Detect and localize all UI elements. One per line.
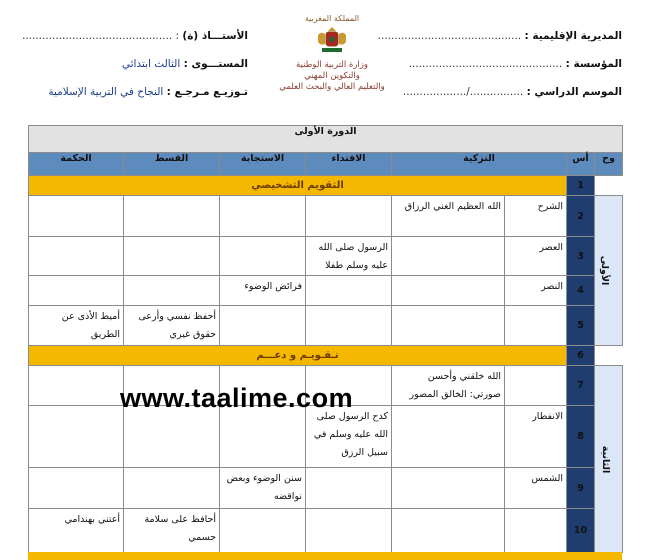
- col-hikma: الحكمة: [29, 153, 124, 176]
- qist-cell: أحفظ نفسي وأرعى حقوق غيري: [124, 306, 220, 346]
- iqtida-cell: [306, 306, 392, 346]
- teacher-label: الأستـــاذ (ة): [182, 30, 248, 42]
- directorate-dots: ...........................................: [377, 30, 522, 42]
- iqtida-cell: [306, 468, 392, 509]
- iqtida-cell: [306, 276, 392, 306]
- hikma-cell: [29, 468, 124, 509]
- hikma-cell: [29, 196, 124, 237]
- col-week: وح: [595, 153, 623, 176]
- col-tazkiya: التزكية: [392, 153, 567, 176]
- qist-cell: أحافظ على سلامة جسمي: [124, 509, 220, 553]
- ministry-line-3: والتعليم العالي والبحث العلمي: [279, 82, 385, 92]
- qist-cell: [124, 468, 220, 509]
- unit-first: الأولى: [595, 196, 623, 346]
- istijaba-cell: [220, 406, 306, 468]
- level-value: الثالث ابتدائي: [121, 58, 181, 70]
- surah-cell: الانفطار: [505, 406, 567, 468]
- tazkiya-cell: [392, 276, 505, 306]
- surah-cell: الشرح: [505, 196, 567, 237]
- istijaba-cell: [220, 237, 306, 276]
- surah-cell: [505, 509, 567, 553]
- surah-cell: [505, 306, 567, 346]
- surah-cell: العصر: [505, 237, 567, 276]
- tazkiya-cell: [392, 509, 505, 553]
- table-row: [29, 276, 623, 306]
- iqtida-cell: [306, 509, 392, 553]
- hikma-cell: أميط الأذى عن الطريق: [29, 306, 124, 346]
- tazkiya-cell: [392, 237, 505, 276]
- istijaba-cell: [220, 306, 306, 346]
- header-left-fields: [21, 22, 248, 106]
- iqtida-cell: الرسول صلى الله عليه وسلم طفلا: [306, 237, 392, 276]
- hikma-cell: [29, 406, 124, 468]
- next-band-edge: [28, 552, 622, 560]
- ministry-line-1: وزارة التربية الوطنية: [295, 60, 369, 70]
- ministry-emblem-block: [262, 14, 402, 93]
- institution-label: المؤسسة :: [565, 58, 622, 70]
- col-iqtida: الاقتداء: [306, 153, 392, 176]
- istijaba-cell: [220, 196, 306, 237]
- school-year-dots: ................/...................: [402, 86, 524, 98]
- school-year-label: الموسم الدراسي :: [526, 86, 622, 98]
- table-row: [29, 237, 623, 276]
- row-number: 1: [567, 176, 595, 196]
- site-watermark: www.taalime.com: [120, 383, 354, 413]
- distribution-label: تـوزيـع مـرجـع :: [166, 86, 248, 98]
- header-right-fields: [377, 22, 622, 106]
- row-number: 8: [567, 406, 595, 468]
- row-number: 6: [567, 346, 595, 366]
- tazkiya-cell: الله خلقني وأحسن صورتي: الخالق المصور: [392, 366, 505, 406]
- table-row: [29, 196, 623, 237]
- level-row: [28, 50, 248, 78]
- table-row: [29, 509, 623, 553]
- col-num: أس: [567, 153, 595, 176]
- institution-dots: ..............................................: [408, 58, 563, 70]
- table-title-row: [29, 126, 623, 153]
- row-number: 2: [567, 196, 595, 237]
- unit-second: الثانية: [595, 366, 623, 553]
- qist-cell: [124, 237, 220, 276]
- hikma-cell: أعتني بهندامي: [29, 509, 124, 553]
- row-number: 9: [567, 468, 595, 509]
- hikma-cell: [29, 237, 124, 276]
- row-number: 10: [567, 509, 595, 553]
- row-number: 5: [567, 306, 595, 346]
- assessment-support-band: تـقـويـم و دعـــم: [29, 346, 567, 366]
- row-number: 7: [567, 366, 595, 406]
- qist-cell: [124, 196, 220, 237]
- table-row: [29, 468, 623, 509]
- table-row: [29, 176, 623, 196]
- table-row: [29, 306, 623, 346]
- directorate-label: المديرية الإقليمية :: [524, 30, 622, 42]
- term-title: الدورة الأولى: [29, 126, 623, 153]
- ministry-line-2: والتكوين المهني: [304, 71, 360, 81]
- level-label: المستـــوى :: [183, 58, 248, 70]
- institution-row: [382, 50, 622, 78]
- kingdom-name: المملكة المغربية: [304, 14, 360, 23]
- column-header-row: [29, 153, 623, 176]
- diagnostic-assessment-band: التقويم التشخيصي: [29, 176, 567, 196]
- table-row: [29, 406, 623, 468]
- teacher-dots: : .............................................: [21, 30, 180, 42]
- teacher-row: [21, 22, 248, 50]
- table-row: [29, 346, 623, 366]
- tazkiya-cell: [392, 306, 505, 346]
- col-qist: القسط: [124, 153, 220, 176]
- iqtida-cell: [306, 196, 392, 237]
- col-istijaba: الاستجابة: [220, 153, 306, 176]
- directorate-row: [377, 22, 622, 50]
- curriculum-distribution-table: [28, 125, 623, 553]
- moroccan-coat-of-arms-icon: [312, 25, 352, 55]
- hikma-cell: [29, 366, 124, 406]
- iqtida-cell: كدح الرسول صلى الله عليه وسلم في سبيل الرزق: [306, 406, 392, 468]
- row-number: 3: [567, 237, 595, 276]
- distribution-value: النجاح في التربية الإسلامية: [48, 86, 164, 98]
- hikma-cell: [29, 276, 124, 306]
- qist-cell: [124, 276, 220, 306]
- row-number: 4: [567, 276, 595, 306]
- istijaba-cell: سنن الوضوء وبعض نواقضه: [220, 468, 306, 509]
- school-year-row: [382, 78, 622, 106]
- surah-cell: الشمس: [505, 468, 567, 509]
- qist-cell: [124, 406, 220, 468]
- surah-cell: [505, 366, 567, 406]
- tazkiya-cell: [392, 406, 505, 468]
- surah-cell: النصر: [505, 276, 567, 306]
- tazkiya-cell: [392, 468, 505, 509]
- tazkiya-cell: الله العظيم الغني الرزاق: [392, 196, 505, 237]
- istijaba-cell: [220, 509, 306, 553]
- istijaba-cell: فرائض الوضوء: [220, 276, 306, 306]
- distribution-row: [28, 78, 248, 106]
